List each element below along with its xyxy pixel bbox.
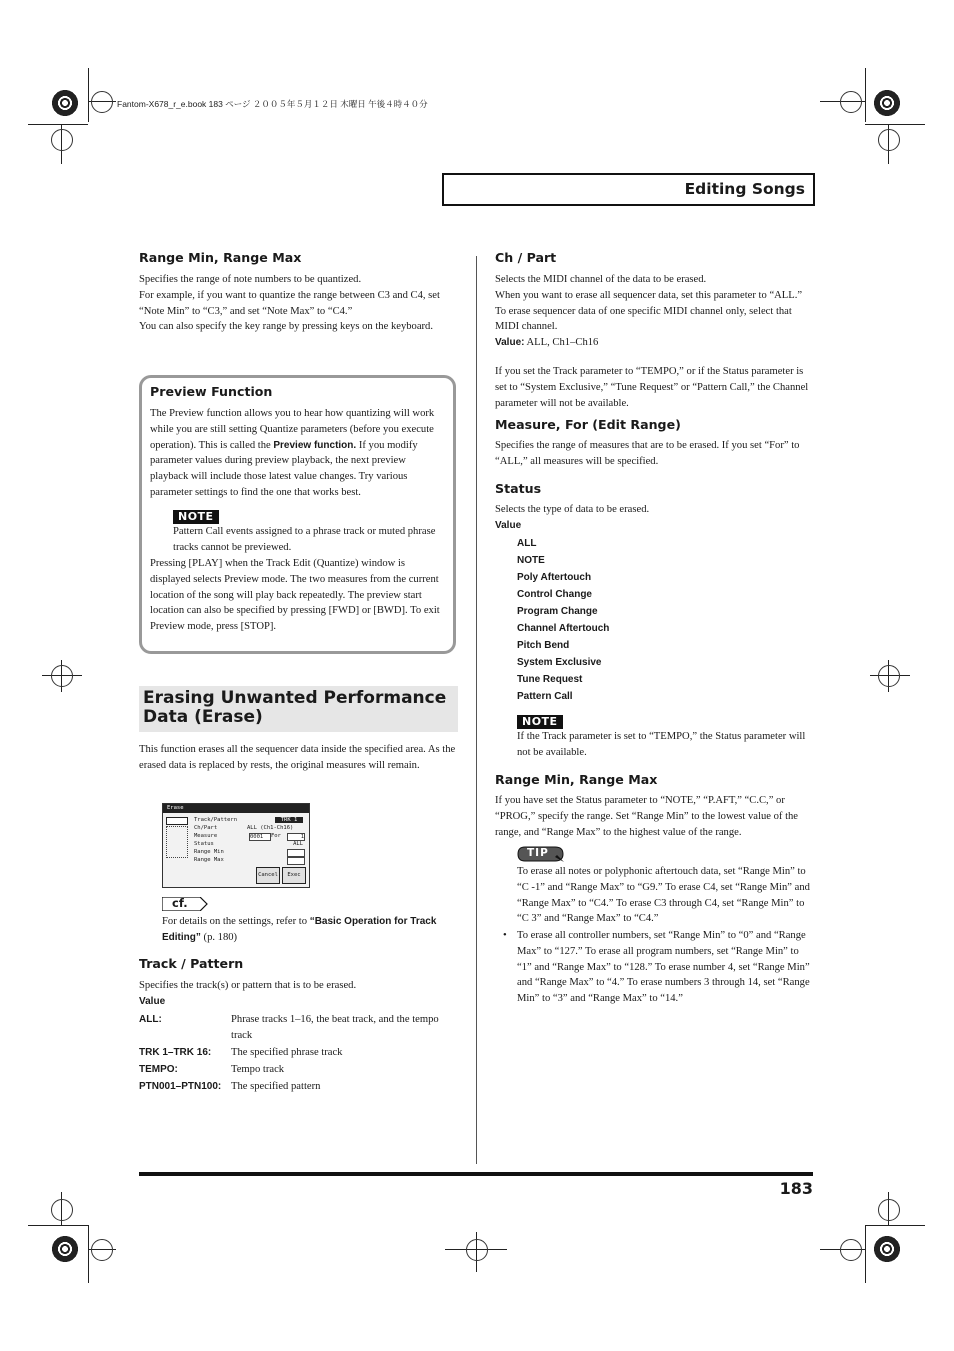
ch-value-line bbox=[495, 335, 813, 351]
screen-row: Measure bbox=[194, 833, 218, 839]
status-values-list bbox=[517, 535, 609, 705]
note-icon: NOTE bbox=[173, 510, 219, 524]
range-heading-left: Range Min, Range Max bbox=[139, 250, 302, 265]
preview-note-text: Pattern Call events assigned to a phrase track or muted phrase tracks cannot be previewed. bbox=[173, 526, 436, 553]
preview-p2: Pressing [PLAY] when the Track Edit (Quantize) window is displayed selects Preview mode. The two measures from the current location of the song will play back repeatedly. The preview start location can also be specified by pressing [FWD] or [BWD]. To exit Preview mode, press [STOP]. bbox=[150, 558, 440, 633]
cf-link: “Basic Operation for Track Editing” bbox=[162, 916, 437, 943]
screen-for-label: For bbox=[271, 833, 281, 839]
status-value-item: Poly Aftertouch bbox=[517, 572, 592, 583]
status-value-item: Tune Request bbox=[517, 674, 583, 685]
screen-exec-button: Exec bbox=[282, 867, 306, 884]
status-value-item: NOTE bbox=[517, 555, 545, 566]
value-desc: The specified pattern bbox=[231, 1081, 321, 1092]
book-meta-header: Fantom-X678_r_e.book 183 ページ ２００５年５月１２日 木曜日 午後４時４０分 bbox=[117, 99, 428, 109]
value-key: PTN001–PTN100: bbox=[139, 1081, 222, 1092]
page-number: 183 bbox=[779, 1179, 813, 1198]
ch-value: ALL, Ch1–Ch16 bbox=[524, 337, 599, 349]
screen-icon bbox=[166, 817, 188, 825]
preview-p1 bbox=[150, 406, 442, 501]
preview-p1-text: The Preview function allows you to hear how quantizing will work while you are still setting Quantize parameters (before you execute operation). This is called the bbox=[150, 408, 435, 451]
preview-title: Preview Function bbox=[150, 384, 273, 399]
screen-track-value: TRK 1 bbox=[275, 817, 303, 823]
screen-status-value: ALL bbox=[293, 841, 303, 847]
tip-badge bbox=[517, 846, 565, 862]
status-p: Selects the type of data to be erased. bbox=[495, 504, 650, 515]
section-title-box bbox=[442, 173, 815, 206]
track-heading: Track / Pattern bbox=[139, 956, 244, 971]
status-value-item: Pitch Bend bbox=[517, 640, 570, 651]
screen-for-value: 1 bbox=[287, 833, 305, 841]
status-value-item: Control Change bbox=[517, 589, 592, 600]
status-value-item: Program Change bbox=[517, 606, 598, 617]
preview-note-badge bbox=[173, 507, 219, 525]
section-title: Editing Songs bbox=[684, 180, 805, 198]
tip-p1: To erase all notes or polyphonic aftertouch data, set “Range Min” to “C -1” and “Range Max” to “G9.” To erase C4, set “Range Min” and “Range Max” to “C4.” To erase C3 through C4, set “Range Min” to “C 3” and “Range Max” to “C4.” bbox=[517, 866, 810, 925]
cf-label: cf. bbox=[172, 896, 188, 910]
tip-bullet: • bbox=[503, 930, 507, 941]
value-key: ALL: bbox=[139, 1014, 162, 1025]
tip-label: TIP bbox=[527, 847, 549, 859]
screen-ch-value: ALL (Ch1-Ch16) bbox=[247, 825, 294, 831]
erase-heading-bar bbox=[139, 686, 458, 732]
note-icon: NOTE bbox=[517, 715, 563, 729]
measure-p: Specifies the range of measures that are to be erased. If you set “For” to “ALL,” all measures will be specified. bbox=[495, 440, 800, 467]
status-value-item: System Exclusive bbox=[517, 657, 602, 668]
status-value-item: Channel Aftertouch bbox=[517, 623, 610, 634]
status-heading: Status bbox=[495, 481, 542, 496]
screen-row: Range Max bbox=[194, 857, 224, 863]
cf-text-a: For details on the settings, refer to bbox=[162, 916, 310, 927]
registration-mark-icon bbox=[51, 89, 79, 117]
preview-p1-text-end: If you modify parameter values during preview playback, the next preview playback will include those latest value changes. Try various parameter settings to find the one that works best. bbox=[150, 439, 418, 498]
registration-mark-icon bbox=[873, 1235, 901, 1263]
erase-intro: This function erases all the sequencer data inside the specified area. As the erased data is replaced by rests, the original measures will remain. bbox=[139, 744, 456, 771]
ch-part-text bbox=[495, 272, 813, 351]
range-p2: For example, if you want to quantize the range between C3 and C4, set “Note Min” to “C3,” and set “Note Max” to “C4.” bbox=[139, 289, 440, 317]
screen-title: Erase bbox=[163, 804, 309, 813]
range-p-right: If you have set the Status parameter to “NOTE,” “P.AFT,” “C.C,” or “PROG,” specify the range. Set “Range Min” to the lowest value of the range, and “Range Max” to the highest value of the range. bbox=[495, 795, 799, 838]
track-p: Specifies the track(s) or pattern that is to be erased. bbox=[139, 980, 357, 991]
screen-icon bbox=[166, 826, 188, 858]
value-key: TEMPO: bbox=[139, 1064, 178, 1075]
ch-part-heading: Ch / Part bbox=[495, 250, 557, 265]
tip-p2: To erase all controller numbers, set “Range Min” to “0” and “Range Max” to “127.” To erase all program numbers, set “Range Min” to “1” and “Range Max” to “128.” To erase number 4, set “Range Min” and “Range Max” to “4.” To erase numbers 3 through 14, set “Range Min” to “3” and “Range Max” to “14.” bbox=[517, 930, 810, 1005]
cf-text bbox=[162, 914, 458, 946]
screen-range-max-field bbox=[287, 857, 305, 865]
footer-rule bbox=[139, 1172, 813, 1176]
screen-rows bbox=[194, 816, 237, 864]
erase-title: Erasing Unwanted Performance Data (Erase) bbox=[143, 688, 447, 727]
ch-p2: When you want to erase all sequencer data, set this parameter to “ALL.” To erase sequencer data of one specific MIDI channel only, select that MIDI channel. bbox=[495, 289, 803, 333]
status-note-badge bbox=[517, 712, 563, 730]
screen-row: Status bbox=[194, 841, 214, 847]
value-desc: Phrase tracks 1–16, the beat track, and the tempo track bbox=[231, 1014, 439, 1041]
measure-heading: Measure, For (Edit Range) bbox=[495, 417, 681, 432]
screen-cancel-button: Cancel bbox=[256, 867, 280, 884]
ch-value-label: Value: bbox=[495, 337, 525, 349]
range-p1: Specifies the range of note numbers to be quantized. bbox=[139, 274, 362, 285]
status-value-item: ALL bbox=[517, 538, 537, 549]
status-value-label: Value bbox=[495, 520, 522, 531]
preview-function-term: Preview function. bbox=[273, 439, 357, 451]
erase-screen-image bbox=[162, 803, 310, 888]
screen-range-min-field bbox=[287, 849, 305, 857]
value-label: Value bbox=[139, 996, 166, 1007]
screen-row: Ch/Part bbox=[194, 825, 218, 831]
ch-p3: If you set the Track parameter to “TEMPO,” or if the Status parameter is set to “System Exclusive,” “Tune Request” or “Pattern Call,” the Channel parameter will not be available. bbox=[495, 366, 809, 409]
range-heading-right: Range Min, Range Max bbox=[495, 772, 658, 787]
column-divider bbox=[476, 256, 477, 1164]
registration-mark-icon bbox=[873, 89, 901, 117]
range-paragraphs-left bbox=[139, 272, 457, 335]
status-value-item: Pattern Call bbox=[517, 691, 573, 702]
registration-mark-icon bbox=[51, 1235, 79, 1263]
cf-text-c: (p. 180) bbox=[200, 931, 238, 943]
value-desc: Tempo track bbox=[231, 1064, 285, 1075]
screen-row: Track/Pattern bbox=[194, 817, 238, 823]
range-p3: You can also specify the key range by pressing keys on the keyboard. bbox=[139, 321, 434, 333]
screen-row: Range Min bbox=[194, 849, 224, 855]
screen-measure-value: 0001 bbox=[249, 833, 271, 841]
value-key: TRK 1–TRK 16: bbox=[139, 1047, 212, 1058]
status-note-text: If the Track parameter is set to “TEMPO,” the Status parameter will not be available. bbox=[517, 731, 806, 758]
value-desc: The specified phrase track bbox=[231, 1047, 343, 1058]
ch-p1: Selects the MIDI channel of the data to be erased. bbox=[495, 274, 707, 285]
cf-badge bbox=[162, 897, 206, 911]
